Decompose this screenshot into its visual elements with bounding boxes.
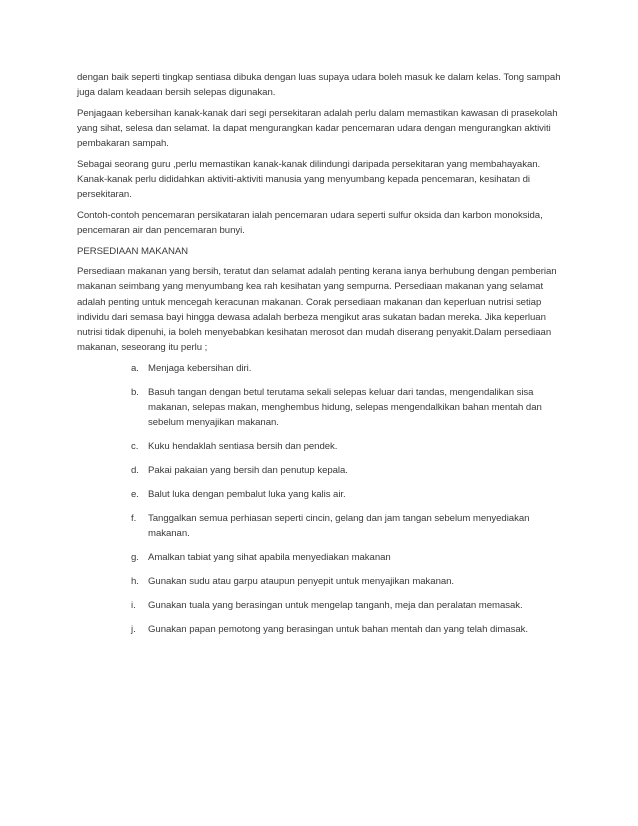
list-marker: c. (131, 441, 139, 453)
list-item-text: Kuku hendaklah sentiasa bersih dan pendek. (148, 441, 338, 453)
list-item (77, 487, 567, 502)
list-item-text: Basuh tangan dengan betul terutama sekali selepas keluar dari tandas, mengendalikan sisa makanan, selepas makan, menghembus hidung, selepas mengendalkikan bahan mentah dan sebelum menyajikan makanan. (148, 386, 542, 429)
paragraph-ventilation: dengan baik seperti tingkap sentiasa dibuka dengan luas supaya udara boleh masuk ke dalam kelas. Tong sampah juga dalam keadaan bersih selepas digunakan. (77, 72, 561, 99)
list-item (77, 598, 567, 613)
list-item (77, 622, 567, 637)
list-marker: a. (131, 362, 139, 374)
list-item (77, 463, 567, 478)
list-item (77, 574, 567, 589)
list-item-text: Pakai pakaian yang bersih dan penutup kepala. (148, 465, 348, 477)
list-marker: e. (131, 489, 139, 501)
list-item (77, 385, 567, 431)
paragraph-teacher-role: Sebagai seorang guru ,perlu memastikan kanak-kanak dilindungi daripada persekitaran yang membahayakan. Kanak-kanak perlu dididahkan aktiviti-aktiviti manusia yang menyumbang kepada pencemaran, kesihatan di persekitaran. (77, 158, 541, 201)
list-marker: i. (131, 600, 136, 612)
list-item (77, 361, 567, 376)
paragraph-pollution-examples: Contoh-contoh pencemaran persikataran ialah pencemaran udara seperti sulfur oksida dan karbon monoksida, pencemaran air dan pencemaran bunyi. (77, 209, 543, 236)
list-marker: j. (131, 624, 136, 636)
list-item (77, 439, 567, 454)
paragraph-environment-hygiene: Penjagaan kebersihan kanak-kanak dari segi persekitaran adalah perlu dalam memastikan kawasan di prasekolah yang sihat, selesa dan selamat. Ia dapat mengurangkan kadar pencemaran udara dengan mengurangkan aktiviti pembakaran sampah. (77, 107, 558, 150)
list-marker: d. (131, 465, 139, 477)
list-marker: b. (131, 386, 139, 398)
list-item (77, 511, 567, 541)
list-item-text: Balut luka dengan pembalut luka yang kalis air. (148, 489, 346, 501)
list-marker: h. (131, 576, 139, 588)
list-item (77, 550, 567, 565)
list-item-text: Gunakan sudu atau garpu ataupun penyepit untuk menyajikan makanan. (148, 576, 455, 588)
paragraph-food-preparation-intro: Persediaan makanan yang bersih, teratut dan selamat adalah penting kerana ianya berhubung dengan pemberian makanan seimbang yang menyumbang kea rah kesihatan yang sempurna. Persediaan makanan yang selamat adalah penting untuk mencegah keracunan makanan. Corak persediaan makanan dan keperluan nutrisi setiap individu dari semasa bayi hingga dewasa adalah berbeza mengikut aras sukatan badan mereka. Jika keperluan nutrisi tidak dipenuhi, ia boleh menyebabkan kesihatan merosot dan mudah diserang penyakit.Dalam persediaan makanan, seseorang itu perlu ; (77, 266, 557, 354)
list-marker: g. (131, 552, 139, 564)
list-item-text: Gunakan tuala yang berasingan untuk mengelap tanganh, meja dan peralatan memasak. (148, 600, 523, 612)
list-item-text: Tanggalkan semua perhiasan seperti cincin, gelang dan jam tangan sebelum menyediakan makanan. (148, 513, 530, 540)
document-page (77, 70, 567, 646)
list-item-text: Amalkan tabiat yang sihat apabila menyediakan makanan (148, 552, 391, 564)
list-item-text: Gunakan papan pemotong yang berasingan untuk bahan mentah dan yang telah dimasak. (148, 624, 528, 636)
list-item-text: Menjaga kebersihan diri. (148, 362, 252, 374)
food-preparation-list (77, 361, 567, 638)
list-marker: f. (131, 513, 137, 525)
section-heading: PERSEDIAAN MAKANAN (77, 245, 189, 257)
